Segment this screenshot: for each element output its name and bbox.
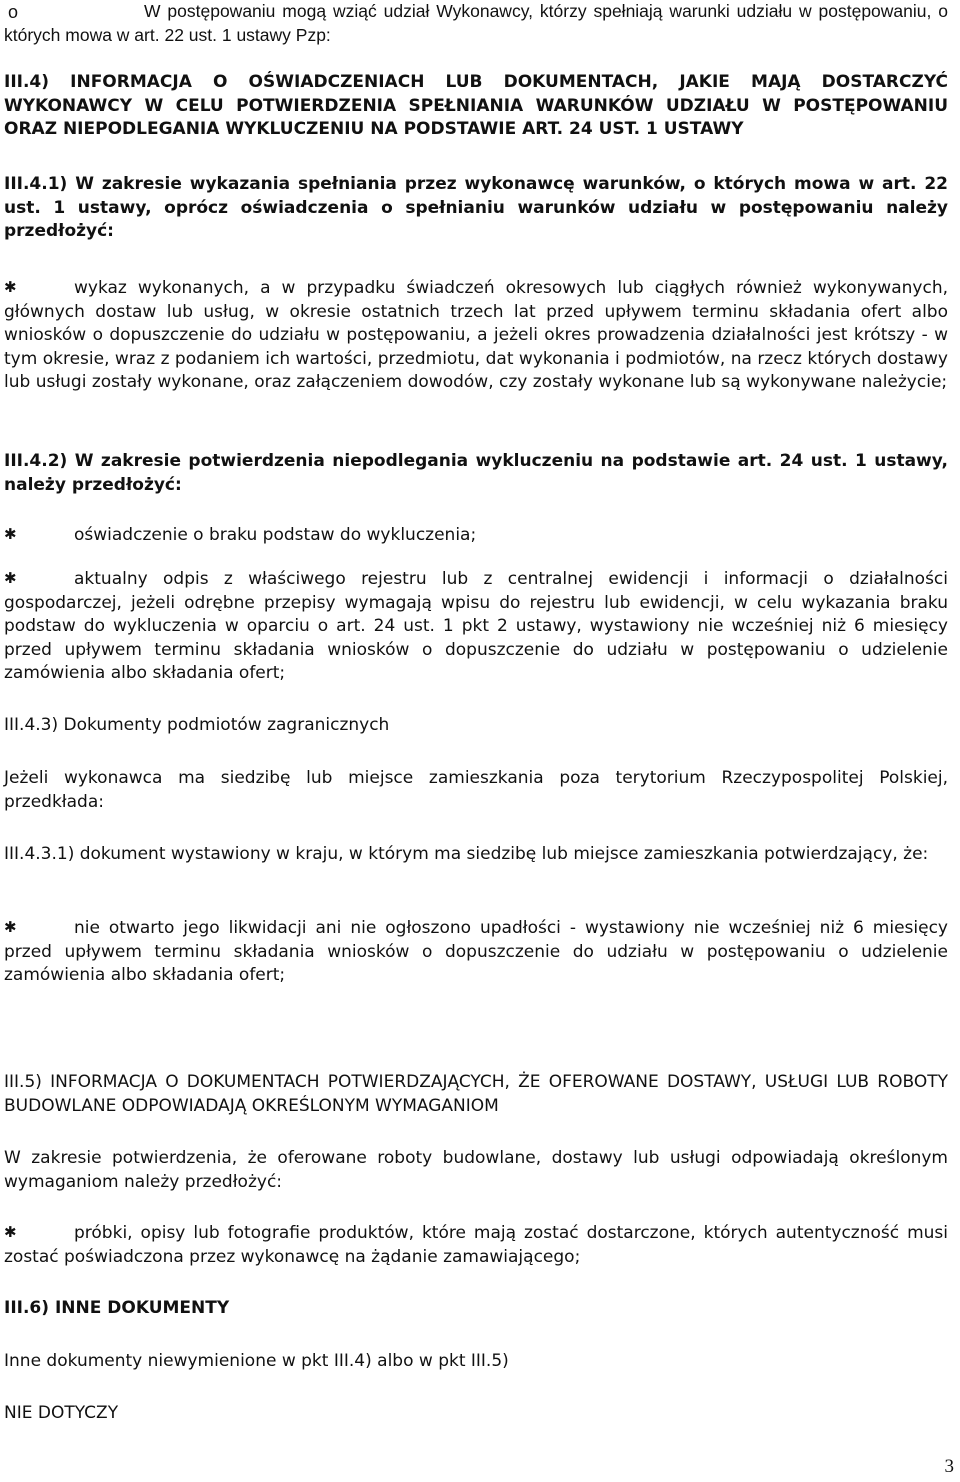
bullet-item-odpis bbox=[4, 568, 948, 686]
section-heading-3-4-2: III.4.2) W zakresie potwierdzenia niepodlegania wykluczeniu na podstawie art. 24 ust. 1 ustawy, należy przedłożyć: bbox=[4, 451, 948, 495]
bullet-item-text: wykaz wykonanych, a w przypadku świadczeń okresowych lub ciągłych również wykonywanych, głównych dostaw lub usług, w okresie ostatnich trzech lat przed upływem terminu składania ofert albo wniosków o dopuszczenie do udziału w postępowaniu, a jeżeli okres prowadzenia działalności jest krótszy - w tym okresie, wraz z podaniem ich wartości, przedmiotu, dat wykonania i podmiotów, na rzecz których dostawy lub usługi zostały wykonane, oraz załączeniem dowodów, czy zostały wykonane lub są wykonywane należycie; bbox=[4, 278, 948, 392]
bullet-item-text: nie otwarto jego likwidacji ani nie ogłoszono upadłości - wystawiony nie wcześniej niż 6 miesięcy przed upływem terminu składania wniosków o dopuszczenie do udziału w postępowaniu o udzielenie zamówienia albo składania ofert; bbox=[4, 918, 948, 985]
list-marker: o bbox=[8, 2, 19, 22]
paragraph-requirements: W zakresie potwierdzenia, że oferowane roboty budowlane, dostawy lub usługi odpowiadają określonym wymaganiom należy przedłożyć: bbox=[4, 1148, 948, 1192]
section-heading-3-4: III.4) INFORMACJA O OŚWIADCZENIACH LUB DOKUMENTACH, JAKIE MAJĄ DOSTARCZYĆ WYKONAWCY W CELU POTWIERDZENIA SPEŁNIANIA WARUNKÓW UDZIAŁU W POSTĘPOWANIU ORAZ NIEPODLEGANIA WYKLUCZENIU NA PODSTAWIE ART. 24 UST. 1 USTAWY bbox=[4, 72, 948, 139]
intro-item bbox=[4, 0, 948, 47]
paragraph-other-documents: Inne dokumenty niewymienione w pkt III.4) albo w pkt III.5) bbox=[4, 1351, 509, 1371]
asterisk-bullet-icon: ✱ bbox=[4, 918, 17, 936]
bullet-item-text: oświadczenie o braku podstaw do wykluczenia; bbox=[74, 525, 477, 545]
bullet-item-oswiadczenie bbox=[4, 524, 948, 548]
not-applicable-value: NIE DOTYCZY bbox=[4, 1403, 119, 1423]
section-heading-3-4-1: III.4.1) W zakresie wykazania spełniania przez wykonawcę warunków, o których mowa w art. 22 ust. 1 ustawy, oprócz oświadczenia o spełnianiu warunków udziału w postępowaniu należy przedłożyć: bbox=[4, 174, 948, 241]
asterisk-bullet-icon: ✱ bbox=[4, 525, 17, 543]
bullet-item-wykaz bbox=[4, 277, 948, 395]
bullet-item-text: aktualny odpis z właściwego rejestru lub z centralnej ewidencji i informacji o działalności gospodarczej, jeżeli odrębne przepisy wymagają wpisu do rejestru lub ewidencji, w celu wykazania braku podstaw do wykluczenia w oparciu o art. 24 ust. 1 pkt 2 ustawy, wystawiony nie wcześniej niż 6 miesięcy przed upływem terminu składania wniosków o dopuszczenie do udziału w postępowaniu o udzielenie zamówienia albo składania ofert; bbox=[4, 569, 948, 683]
bullet-item-text: próbki, opisy lub fotografie produktów, które mają zostać dostarczone, których autentyczność musi zostać poświadczona przez wykonawcę na żądanie zamawiającego; bbox=[4, 1223, 948, 1267]
page-number: 3 bbox=[944, 1456, 954, 1477]
asterisk-bullet-icon: ✱ bbox=[4, 569, 17, 587]
paragraph-foreign-entities: Jeżeli wykonawca ma siedzibę lub miejsce zamieszkania poza terytorium Rzeczypospolitej Polskiej, przedkłada: bbox=[4, 768, 948, 812]
intro-item-text: W postępowaniu mogą wziąć udział Wykonawcy, którzy spełniają warunki udziału w postępowaniu, o których mowa w art. 22 ust. 1 ustawy Pzp: bbox=[4, 1, 948, 45]
bullet-item-probki bbox=[4, 1222, 948, 1269]
section-heading-3-4-3: III.4.3) Dokumenty podmiotów zagranicznych bbox=[4, 715, 390, 735]
bullet-item-likwidacja bbox=[4, 917, 948, 988]
section-heading-3-5: III.5) INFORMACJA O DOKUMENTACH POTWIERDZAJĄCYCH, ŻE OFEROWANE DOSTAWY, USŁUGI LUB ROBOTY BUDOWLANE ODPOWIADAJĄ OKREŚLONYM WYMAGANIOM bbox=[4, 1072, 948, 1116]
asterisk-bullet-icon: ✱ bbox=[4, 1223, 17, 1241]
section-heading-3-4-3-1: III.4.3.1) dokument wystawiony w kraju, w którym ma siedzibę lub miejsce zamieszkania potwierdzający, że: bbox=[4, 844, 929, 864]
section-heading-3-6: III.6) INNE DOKUMENTY bbox=[4, 1298, 230, 1318]
asterisk-bullet-icon: ✱ bbox=[4, 278, 17, 296]
